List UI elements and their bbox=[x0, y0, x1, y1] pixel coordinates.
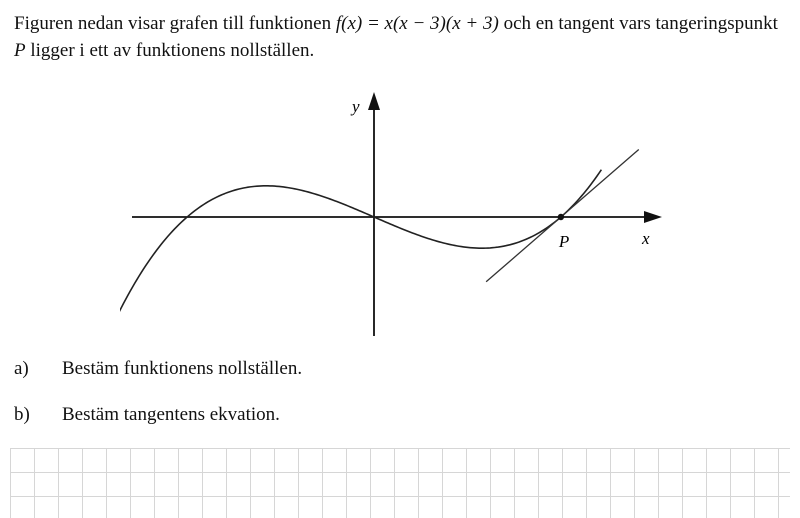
question-b-text: Bestäm tangentens ekvation. bbox=[62, 404, 280, 425]
y-axis-label: y bbox=[352, 97, 360, 116]
y-axis-arrow bbox=[368, 92, 380, 110]
answer-grid[interactable] bbox=[10, 448, 790, 518]
function-expression: f(x) = x(x − 3)(x + 3) bbox=[335, 13, 499, 34]
question-a-label: a) bbox=[14, 358, 29, 379]
x-axis-label: x bbox=[642, 229, 650, 248]
point-p-label: P bbox=[558, 232, 570, 251]
intro-text-1: Figuren nedan visar grafen till funktionen bbox=[14, 13, 336, 34]
intro-text-2: och en tangent vars tangeringspunkt bbox=[498, 13, 778, 34]
function-curve bbox=[120, 170, 601, 326]
question-b-label: b) bbox=[14, 404, 30, 425]
tangent-point-p bbox=[558, 214, 564, 220]
x-axis-arrow bbox=[644, 211, 662, 223]
problem-statement bbox=[14, 10, 784, 64]
function-graph bbox=[120, 86, 680, 336]
question-a-text: Bestäm funktionens nollställen. bbox=[62, 358, 303, 379]
intro-text-3: ligger i ett av funktionens nollställen. bbox=[25, 40, 315, 61]
point-name: P bbox=[14, 40, 26, 61]
